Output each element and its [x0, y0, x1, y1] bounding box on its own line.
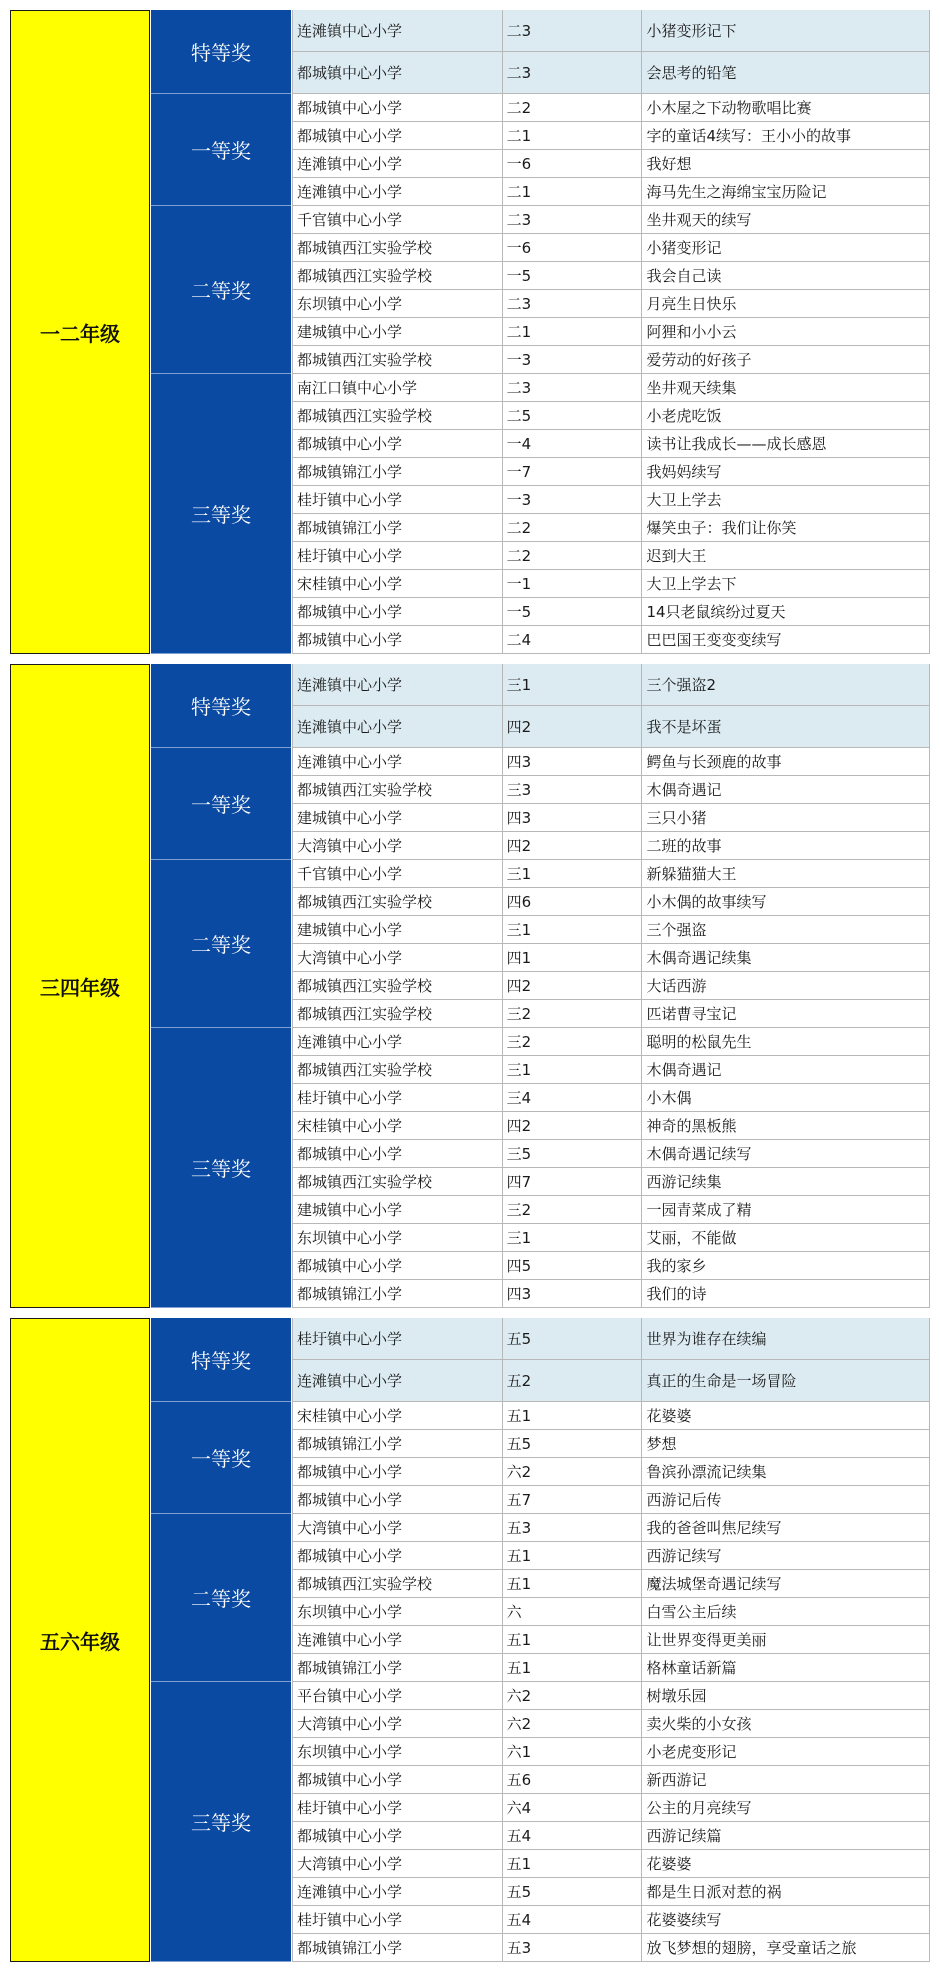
table-row: [292, 486, 930, 514]
grade-label-cell: 一二年级: [10, 10, 150, 654]
prize-level-cell: 一等奖: [151, 1402, 291, 1514]
work-title-cell: 月亮生日快乐: [641, 290, 929, 317]
table-row: [292, 944, 930, 972]
table-row: [292, 52, 930, 94]
work-title-cell: 三个强盗2: [641, 664, 929, 705]
table-row: [292, 1430, 930, 1458]
prize-level-cell: 一等奖: [151, 748, 291, 860]
school-cell: 千官镇中心小学: [292, 206, 502, 233]
class-cell: 四7: [502, 1168, 642, 1195]
table-row: [292, 1738, 930, 1766]
class-cell: 四5: [502, 1252, 642, 1279]
table-row: [292, 1598, 930, 1626]
work-title-cell: 让世界变得更美丽: [641, 1626, 929, 1653]
work-title-cell: 卖火柴的小女孩: [641, 1710, 929, 1737]
grade-label-cell: 三四年级: [10, 664, 150, 1308]
work-title-cell: 梦想: [641, 1430, 929, 1457]
table-row: [292, 804, 930, 832]
table-row: [292, 1252, 930, 1280]
school-cell: 都城镇中心小学: [292, 94, 502, 121]
work-title-cell: 我不是坏蛋: [641, 706, 929, 747]
prize-level-cell: 三等奖: [151, 374, 291, 654]
class-cell: 五1: [502, 1570, 642, 1597]
school-cell: 都城镇西江实验学校: [292, 234, 502, 261]
table-row: [292, 570, 930, 598]
school-cell: 都城镇中心小学: [292, 430, 502, 457]
prize-level-cell: 二等奖: [151, 206, 291, 374]
school-cell: 都城镇西江实验学校: [292, 402, 502, 429]
work-title-cell: 鳄鱼与长颈鹿的故事: [641, 748, 929, 775]
school-cell: 都城镇西江实验学校: [292, 262, 502, 289]
work-title-cell: 木偶奇遇记续集: [641, 944, 929, 971]
school-cell: 建城镇中心小学: [292, 318, 502, 345]
class-cell: 二3: [502, 52, 642, 93]
table-row: [292, 1000, 930, 1028]
school-cell: 大湾镇中心小学: [292, 1514, 502, 1541]
class-cell: 五1: [502, 1654, 642, 1681]
school-cell: 都城镇中心小学: [292, 598, 502, 625]
table-row: [292, 1318, 930, 1360]
school-cell: 连滩镇中心小学: [292, 706, 502, 747]
class-cell: 四2: [502, 972, 642, 999]
table-row: [292, 1570, 930, 1598]
table-row: [292, 1878, 930, 1906]
school-cell: 宋桂镇中心小学: [292, 570, 502, 597]
work-title-cell: 真正的生命是一场冒险: [641, 1360, 929, 1401]
school-cell: 都城镇西江实验学校: [292, 1570, 502, 1597]
table-row: [292, 1542, 930, 1570]
table-row: [292, 514, 930, 542]
class-cell: 一6: [502, 234, 642, 261]
table-row: [292, 1168, 930, 1196]
class-cell: 五1: [502, 1626, 642, 1653]
table-row: [292, 402, 930, 430]
work-title-cell: 爱劳动的好孩子: [641, 346, 929, 373]
school-cell: 都城镇中心小学: [292, 1486, 502, 1513]
class-cell: 一6: [502, 150, 642, 177]
class-cell: 六1: [502, 1738, 642, 1765]
school-cell: 都城镇锦江小学: [292, 1430, 502, 1457]
work-title-cell: 迟到大王: [641, 542, 929, 569]
work-title-cell: 爆笑虫子：我们让你笑: [641, 514, 929, 541]
table-row: [292, 972, 930, 1000]
table-row: [292, 860, 930, 888]
class-cell: 三4: [502, 1084, 642, 1111]
table-row: [292, 776, 930, 804]
school-cell: 都城镇锦江小学: [292, 458, 502, 485]
school-cell: 都城镇中心小学: [292, 1822, 502, 1849]
table-row: [292, 1486, 930, 1514]
prize-level-cell: 一等奖: [151, 94, 291, 206]
school-cell: 都城镇西江实验学校: [292, 888, 502, 915]
class-cell: 五5: [502, 1318, 642, 1359]
table-row: [292, 598, 930, 626]
class-cell: 五5: [502, 1878, 642, 1905]
school-cell: 都城镇西江实验学校: [292, 1056, 502, 1083]
school-cell: 建城镇中心小学: [292, 804, 502, 831]
class-cell: 五2: [502, 1360, 642, 1401]
work-title-cell: 坐井观天续集: [641, 374, 929, 401]
work-title-cell: 花婆婆: [641, 1402, 929, 1429]
school-cell: 建城镇中心小学: [292, 916, 502, 943]
school-cell: 都城镇中心小学: [292, 52, 502, 93]
school-cell: 都城镇中心小学: [292, 1252, 502, 1279]
class-cell: 六2: [502, 1458, 642, 1485]
school-cell: 建城镇中心小学: [292, 1196, 502, 1223]
school-cell: 东坝镇中心小学: [292, 1598, 502, 1625]
work-title-cell: 我们的诗: [641, 1280, 929, 1307]
table-row: [292, 1140, 930, 1168]
table-row: [292, 1934, 930, 1962]
school-cell: 都城镇中心小学: [292, 626, 502, 653]
work-title-cell: 我的家乡: [641, 1252, 929, 1279]
school-cell: 东坝镇中心小学: [292, 290, 502, 317]
prize-level-cell: 特等奖: [151, 664, 291, 748]
prize-level-cell: 三等奖: [151, 1028, 291, 1308]
school-cell: 都城镇中心小学: [292, 1542, 502, 1569]
class-cell: 四6: [502, 888, 642, 915]
work-title-cell: 我的爸爸叫焦尼续写: [641, 1514, 929, 1541]
work-title-cell: 艾丽，不能做: [641, 1224, 929, 1251]
class-cell: 四3: [502, 804, 642, 831]
class-cell: 二1: [502, 318, 642, 345]
grade-section: [10, 10, 930, 654]
table-row: [292, 1360, 930, 1402]
table-row: [292, 430, 930, 458]
table-row: [292, 1028, 930, 1056]
class-cell: 三1: [502, 1056, 642, 1083]
work-title-cell: 我好想: [641, 150, 929, 177]
school-cell: 大湾镇中心小学: [292, 1850, 502, 1877]
class-cell: 五3: [502, 1514, 642, 1541]
work-title-cell: 小木偶的故事续写: [641, 888, 929, 915]
table-row: [292, 150, 930, 178]
class-cell: 五1: [502, 1542, 642, 1569]
work-title-cell: 小老虎变形记: [641, 1738, 929, 1765]
class-cell: 六4: [502, 1794, 642, 1821]
school-cell: 桂圩镇中心小学: [292, 1084, 502, 1111]
work-title-cell: 一园青菜成了精: [641, 1196, 929, 1223]
work-title-cell: 读书让我成长——成长感恩: [641, 430, 929, 457]
class-cell: 二3: [502, 374, 642, 401]
class-cell: 一3: [502, 346, 642, 373]
table-row: [292, 10, 930, 52]
school-cell: 连滩镇中心小学: [292, 1028, 502, 1055]
work-title-cell: 鲁滨孙漂流记续集: [641, 1458, 929, 1485]
school-cell: 都城镇西江实验学校: [292, 1000, 502, 1027]
school-cell: 都城镇锦江小学: [292, 1280, 502, 1307]
work-title-cell: 我会自己读: [641, 262, 929, 289]
school-cell: 连滩镇中心小学: [292, 10, 502, 51]
work-title-cell: 小木屋之下动物歌唱比赛: [641, 94, 929, 121]
table-row: [292, 1056, 930, 1084]
school-cell: 连滩镇中心小学: [292, 664, 502, 705]
school-cell: 大湾镇中心小学: [292, 832, 502, 859]
prize-level-cell: 三等奖: [151, 1682, 291, 1962]
table-row: [292, 122, 930, 150]
work-title-cell: 坐井观天的续写: [641, 206, 929, 233]
school-cell: 连滩镇中心小学: [292, 748, 502, 775]
work-title-cell: 世界为谁存在续编: [641, 1318, 929, 1359]
class-cell: 四3: [502, 748, 642, 775]
work-title-cell: 阿狸和小小云: [641, 318, 929, 345]
class-cell: 四3: [502, 1280, 642, 1307]
work-title-cell: 小猪变形记: [641, 234, 929, 261]
table-row: [292, 374, 930, 402]
grade-section: [10, 664, 930, 1308]
class-cell: 五6: [502, 1766, 642, 1793]
school-cell: 连滩镇中心小学: [292, 1878, 502, 1905]
class-cell: 二2: [502, 514, 642, 541]
table-row: [292, 626, 930, 654]
class-cell: 六: [502, 1598, 642, 1625]
class-cell: 一3: [502, 486, 642, 513]
school-cell: 连滩镇中心小学: [292, 1626, 502, 1653]
school-cell: 宋桂镇中心小学: [292, 1402, 502, 1429]
class-cell: 一1: [502, 570, 642, 597]
table-row: [292, 1710, 930, 1738]
class-cell: 三1: [502, 916, 642, 943]
table-row: [292, 1682, 930, 1710]
work-title-cell: 大卫上学去下: [641, 570, 929, 597]
table-row: [292, 1822, 930, 1850]
table-row: [292, 234, 930, 262]
class-cell: 三2: [502, 1000, 642, 1027]
work-title-cell: 树墩乐园: [641, 1682, 929, 1709]
work-title-cell: 白雪公主后续: [641, 1598, 929, 1625]
work-title-cell: 字的童话4续写：王小小的故事: [641, 122, 929, 149]
class-cell: 四2: [502, 832, 642, 859]
class-cell: 二5: [502, 402, 642, 429]
school-cell: 桂圩镇中心小学: [292, 1794, 502, 1821]
work-title-cell: 木偶奇遇记: [641, 776, 929, 803]
class-cell: 二3: [502, 290, 642, 317]
work-title-cell: 西游记续篇: [641, 1822, 929, 1849]
work-title-cell: 我妈妈续写: [641, 458, 929, 485]
table-row: [292, 1906, 930, 1934]
school-cell: 都城镇西江实验学校: [292, 776, 502, 803]
school-cell: 都城镇锦江小学: [292, 1654, 502, 1681]
table-row: [292, 664, 930, 706]
work-title-cell: 海马先生之海绵宝宝历险记: [641, 178, 929, 205]
school-cell: 大湾镇中心小学: [292, 1710, 502, 1737]
class-cell: 五1: [502, 1850, 642, 1877]
table-row: [292, 748, 930, 776]
prize-level-cell: 二等奖: [151, 860, 291, 1028]
table-row: [292, 318, 930, 346]
school-cell: 都城镇锦江小学: [292, 514, 502, 541]
school-cell: 千官镇中心小学: [292, 860, 502, 887]
school-cell: 连滩镇中心小学: [292, 178, 502, 205]
work-title-cell: 新西游记: [641, 1766, 929, 1793]
work-title-cell: 神奇的黑板熊: [641, 1112, 929, 1139]
work-title-cell: 西游记续写: [641, 1542, 929, 1569]
class-cell: 一5: [502, 262, 642, 289]
class-cell: 五4: [502, 1906, 642, 1933]
work-title-cell: 放飞梦想的翅膀，享受童话之旅: [641, 1934, 929, 1961]
class-cell: 二3: [502, 206, 642, 233]
class-cell: 五3: [502, 1934, 642, 1961]
work-title-cell: 三个强盗: [641, 916, 929, 943]
school-cell: 都城镇锦江小学: [292, 1934, 502, 1961]
work-title-cell: 西游记后传: [641, 1486, 929, 1513]
table-row: [292, 1458, 930, 1486]
work-title-cell: 花婆婆: [641, 1850, 929, 1877]
work-title-cell: 巴巴国王变变变续写: [641, 626, 929, 653]
school-cell: 都城镇中心小学: [292, 1140, 502, 1167]
work-title-cell: 小木偶: [641, 1084, 929, 1111]
class-cell: 二4: [502, 626, 642, 653]
school-cell: 桂圩镇中心小学: [292, 1906, 502, 1933]
table-row: [292, 1196, 930, 1224]
table-row: [292, 832, 930, 860]
work-title-cell: 木偶奇遇记: [641, 1056, 929, 1083]
school-cell: 都城镇西江实验学校: [292, 972, 502, 999]
class-cell: 五1: [502, 1402, 642, 1429]
prize-level-cell: 二等奖: [151, 1514, 291, 1682]
work-title-cell: 都是生日派对惹的祸: [641, 1878, 929, 1905]
work-title-cell: 公主的月亮续写: [641, 1794, 929, 1821]
work-title-cell: 小猪变形记下: [641, 10, 929, 51]
work-title-cell: 14只老鼠缤纷过夏天: [641, 598, 929, 625]
table-row: [292, 346, 930, 374]
table-row: [292, 1514, 930, 1542]
table-row: [292, 1084, 930, 1112]
work-title-cell: 魔法城堡奇遇记续写: [641, 1570, 929, 1597]
class-cell: 二1: [502, 122, 642, 149]
table-row: [292, 706, 930, 748]
table-row: [292, 542, 930, 570]
class-cell: 一4: [502, 430, 642, 457]
class-cell: 一7: [502, 458, 642, 485]
class-cell: 三2: [502, 1196, 642, 1223]
school-cell: 平台镇中心小学: [292, 1682, 502, 1709]
table-row: [292, 1654, 930, 1682]
class-cell: 三1: [502, 1224, 642, 1251]
class-cell: 五5: [502, 1430, 642, 1457]
class-cell: 六2: [502, 1682, 642, 1709]
class-cell: 三3: [502, 776, 642, 803]
table-row: [292, 458, 930, 486]
work-title-cell: 花婆婆续写: [641, 1906, 929, 1933]
table-row: [292, 916, 930, 944]
class-cell: 二2: [502, 94, 642, 121]
work-title-cell: 新躲猫猫大王: [641, 860, 929, 887]
school-cell: 都城镇中心小学: [292, 122, 502, 149]
table-row: [292, 206, 930, 234]
work-title-cell: 大卫上学去: [641, 486, 929, 513]
class-cell: 五4: [502, 1822, 642, 1849]
table-row: [292, 262, 930, 290]
work-title-cell: 三只小猪: [641, 804, 929, 831]
class-cell: 三2: [502, 1028, 642, 1055]
school-cell: 都城镇西江实验学校: [292, 346, 502, 373]
class-cell: 三1: [502, 664, 642, 705]
table-row: [292, 178, 930, 206]
class-cell: 二1: [502, 178, 642, 205]
school-cell: 桂圩镇中心小学: [292, 1318, 502, 1359]
class-cell: 三5: [502, 1140, 642, 1167]
table-row: [292, 290, 930, 318]
table-row: [292, 1224, 930, 1252]
table-row: [292, 1280, 930, 1308]
class-cell: 三1: [502, 860, 642, 887]
work-title-cell: 聪明的松鼠先生: [641, 1028, 929, 1055]
table-row: [292, 1766, 930, 1794]
school-cell: 东坝镇中心小学: [292, 1224, 502, 1251]
school-cell: 都城镇西江实验学校: [292, 1168, 502, 1195]
school-cell: 桂圩镇中心小学: [292, 486, 502, 513]
table-row: [292, 888, 930, 916]
class-cell: 六2: [502, 1710, 642, 1737]
grade-label-cell: 五六年级: [10, 1318, 150, 1962]
work-title-cell: 会思考的铅笔: [641, 52, 929, 93]
school-cell: 连滩镇中心小学: [292, 1360, 502, 1401]
school-cell: 都城镇中心小学: [292, 1766, 502, 1793]
class-cell: 四2: [502, 706, 642, 747]
school-cell: 都城镇中心小学: [292, 1458, 502, 1485]
school-cell: 南江口镇中心小学: [292, 374, 502, 401]
table-row: [292, 1626, 930, 1654]
class-cell: 二3: [502, 10, 642, 51]
table-row: [292, 94, 930, 122]
work-title-cell: 匹诺曹寻宝记: [641, 1000, 929, 1027]
work-title-cell: 格林童话新篇: [641, 1654, 929, 1681]
prize-level-cell: 特等奖: [151, 10, 291, 94]
table-row: [292, 1112, 930, 1140]
school-cell: 东坝镇中心小学: [292, 1738, 502, 1765]
class-cell: 五7: [502, 1486, 642, 1513]
work-title-cell: 大话西游: [641, 972, 929, 999]
prize-level-cell: 特等奖: [151, 1318, 291, 1402]
grade-section: [10, 1318, 930, 1962]
class-cell: 一5: [502, 598, 642, 625]
table-row: [292, 1794, 930, 1822]
work-title-cell: 二班的故事: [641, 832, 929, 859]
work-title-cell: 木偶奇遇记续写: [641, 1140, 929, 1167]
work-title-cell: 小老虎吃饭: [641, 402, 929, 429]
school-cell: 大湾镇中心小学: [292, 944, 502, 971]
school-cell: 连滩镇中心小学: [292, 150, 502, 177]
class-cell: 四2: [502, 1112, 642, 1139]
class-cell: 四1: [502, 944, 642, 971]
work-title-cell: 西游记续集: [641, 1168, 929, 1195]
table-row: [292, 1402, 930, 1430]
school-cell: 桂圩镇中心小学: [292, 542, 502, 569]
table-row: [292, 1850, 930, 1878]
school-cell: 宋桂镇中心小学: [292, 1112, 502, 1139]
class-cell: 二2: [502, 542, 642, 569]
